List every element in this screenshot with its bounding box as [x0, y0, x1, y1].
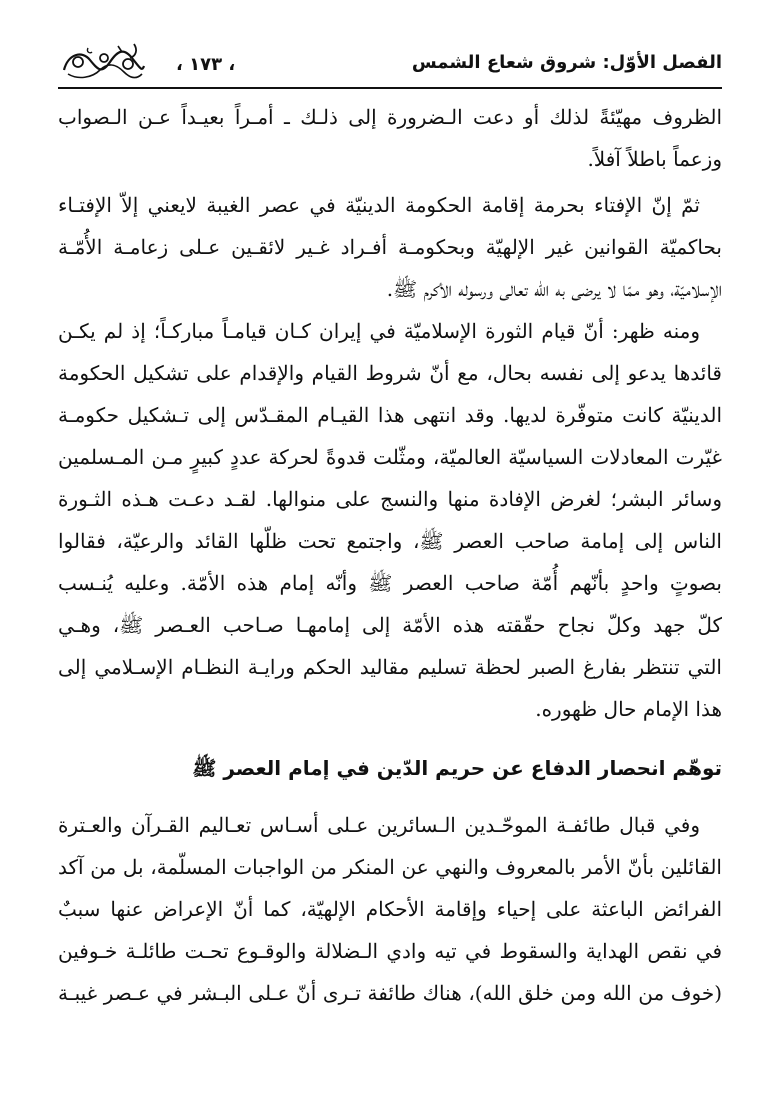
text-line: قائدها يدعو إلى نفسه بحال، مع أنّ شروط القيام والإقدام على تشكيل الحكومة: [58, 361, 722, 385]
text-line: ومنه ظهر: أنّ قيام الثورة الإسلاميّة في إيران كـان قيامـاً مباركـاً؛ إذ لم يكـن: [58, 319, 700, 343]
page-header: [58, 38, 722, 90]
text-line: الناس إلى إمامة صاحب العصر ﷺ، واجتمع تحت ظلّها القائد والرعيّة، فقالوا: [58, 529, 722, 553]
paragraph: [58, 184, 722, 310]
text-line: القائلين بأنّ الأمر بالمعروف والنهي عن المنكر من الواجبات المسلّمة، بل من آكد: [58, 855, 722, 879]
text-line: غيّرت المعادلات السياسيّة العالميّة، ومثّلت قدوةً لحركة عددٍ كبيرٍ مـن المـسلمين: [58, 445, 722, 469]
text-line: بحاكميّة القوانين غير الإلهيّة وبحكومـة أفـراد غـير لائقـين عـلى زعامـة الأُمّـة: [58, 235, 722, 259]
text-line: وسائر البشر؛ لغرض الإفادة منها والنسج على منوالها. لقـد دعـت هـذه الثـورة: [58, 487, 722, 511]
page-number: ، ١٧٣ ،: [176, 54, 236, 75]
running-title: الفصل الأوّل: شروق شعاع الشمس: [411, 52, 722, 73]
text-line: بصوتٍ واحدٍ بأنّهم أُمّة صاحب العصر ﷺ وأنّه إمام هذه الأمّة. وعليه يُنـسب: [58, 571, 722, 595]
text-line: الفرائض الباعثة على إحياء وإقامة الأحكام الإلهيّة، كما أنّ الإعراض عنها سببٌ: [58, 897, 722, 921]
paragraph: [58, 96, 722, 180]
text-line: الظروف مهيّئةً لذلك أو دعت الـضرورة إلى ذلـك ـ أمـراً بعيـداً عـن الـصواب: [58, 105, 722, 129]
section-heading: توهّم انحصار الدفاع عن حريم الدّين في إمام العصر ﷺ: [192, 756, 722, 780]
header-rule: [58, 87, 722, 89]
decorative-ornament-icon: [58, 40, 148, 84]
text-line: هذا الإمام حال ظهوره.: [535, 697, 722, 721]
text-line: الدينيّة كانت متوفّرة لديها. وقد انتهى هذا القيـام المقـدّس إلى تـشكيل حكومـة: [58, 403, 722, 427]
text-line: الإسلاميّة، وهو ممّا لا يرضى به الله تعالى ورسوله الأكرم ﷺ.: [386, 277, 722, 301]
text-line: التي تنتظر بفارغ الصبر لحظة تسليم مقاليد الحكم ورايـة النظـام الإسـلامي إلى: [58, 655, 722, 679]
text-line: وفي قبال طائفـة الموحّـدين الـسائرين عـلى أسـاس تعـاليم القـرآن والعـترة: [58, 813, 700, 837]
page-body: [58, 96, 722, 1014]
text-line: (خوف من الله ومن خلق الله)، هناك طائفة تـرى أنّ عـلى البـشر في عـصر غيبـة: [58, 981, 722, 1005]
text-line: وزعماً باطلاً آفلاً.: [587, 147, 722, 171]
paragraph: [58, 310, 722, 730]
text-line: ثمّ إنّ الإفتاء بحرمة إقامة الحكومة الدينيّة في عصر الغيبة لايعني إلاّ الإفتـاء: [58, 193, 700, 217]
text-line: في نقص الهداية والسقوط في تيه وادي الـضلالة والوقـوع تحـت طائلـة خـوفين: [58, 939, 722, 963]
text-line: كلّ جهد وكلّ نجاح حقّقته هذه الأمّة إلى إمامهـا صـاحب العـصر ﷺ، وهـي: [58, 613, 722, 637]
paragraph: [58, 804, 722, 1014]
